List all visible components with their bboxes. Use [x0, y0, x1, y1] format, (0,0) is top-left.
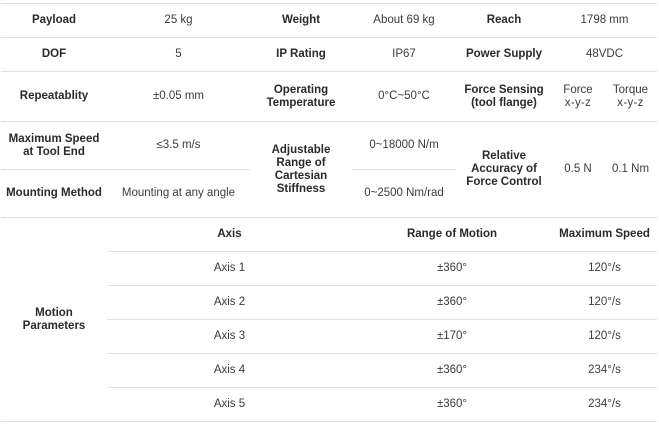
dof-value: 5	[107, 38, 250, 72]
max-speed-tool-end-value: ≤3.5 m/s	[107, 122, 250, 170]
motion-axis-header: Axis	[107, 218, 352, 252]
motion-range-header: Range of Motion	[352, 218, 552, 252]
axis-range: ±360°	[352, 388, 552, 422]
force-sensing-force-axes: x-y-z	[564, 96, 592, 109]
relative-accuracy-force-label: Relative Accuracy of Force Control	[456, 122, 552, 218]
force-sensing-label: Force Sensing (tool flange)	[456, 72, 552, 122]
cartesian-stiffness-torque-value: 0~2500 Nm/rad	[352, 170, 456, 218]
axis-max-speed: 234°/s	[552, 354, 657, 388]
weight-label: Weight	[250, 4, 352, 38]
spec-row-repeatability	[1, 72, 657, 122]
motion-speed-header: Maximum Speed	[552, 218, 657, 252]
force-sensing-torque-label: Torque	[612, 83, 649, 96]
axis-max-speed: 120°/s	[552, 286, 657, 320]
axis-name: Axis 3	[107, 320, 352, 354]
axis-range: ±360°	[352, 286, 552, 320]
spec-row-dof	[1, 38, 657, 72]
max-speed-tool-end-label: Maximum Speed at Tool End	[1, 122, 107, 170]
dof-label: DOF	[1, 38, 107, 72]
ip-rating-value: IP67	[352, 38, 456, 72]
mounting-method-label: Mounting Method	[1, 170, 107, 218]
axis-max-speed: 120°/s	[552, 252, 657, 286]
force-sensing-force	[552, 72, 604, 122]
weight-value: About 69 kg	[352, 4, 456, 38]
motion-parameters-label: Motion Parameters	[1, 218, 107, 422]
operating-temperature-label: Operating Temperature	[250, 72, 352, 122]
repeatability-label: Repeatablity	[1, 72, 107, 122]
mounting-method-value: Mounting at any angle	[107, 170, 250, 218]
spec-row-max-speed	[1, 122, 657, 170]
axis-name: Axis 2	[107, 286, 352, 320]
axis-name: Axis 5	[107, 388, 352, 422]
specifications-table	[1, 3, 657, 422]
spec-row-payload	[1, 4, 657, 38]
relative-accuracy-force-value: 0.5 N	[552, 122, 604, 218]
axis-name: Axis 4	[107, 354, 352, 388]
power-supply-label: Power Supply	[456, 38, 552, 72]
force-sensing-torque	[604, 72, 657, 122]
axis-max-speed: 120°/s	[552, 320, 657, 354]
axis-max-speed: 234°/s	[552, 388, 657, 422]
cartesian-stiffness-label: Adjustable Range of Cartesian Stiffness	[250, 122, 352, 218]
axis-range: ±360°	[352, 354, 552, 388]
ip-rating-label: IP Rating	[250, 38, 352, 72]
axis-name: Axis 1	[107, 252, 352, 286]
force-sensing-torque-axes: x-y-z	[617, 96, 644, 109]
repeatability-value: ±0.05 mm	[107, 72, 250, 122]
axis-range: ±360°	[352, 252, 552, 286]
reach-value: 1798 mm	[552, 4, 657, 38]
reach-label: Reach	[456, 4, 552, 38]
motion-header-row	[1, 218, 657, 252]
payload-label: Payload	[1, 4, 107, 38]
payload-value: 25 kg	[107, 4, 250, 38]
axis-range: ±170°	[352, 320, 552, 354]
operating-temperature-value: 0°C~50°C	[352, 72, 456, 122]
relative-accuracy-torque-value: 0.1 Nm	[604, 122, 657, 218]
cartesian-stiffness-force-value: 0~18000 N/m	[352, 122, 456, 170]
force-sensing-force-label: Force	[563, 83, 593, 96]
power-supply-value: 48VDC	[552, 38, 657, 72]
